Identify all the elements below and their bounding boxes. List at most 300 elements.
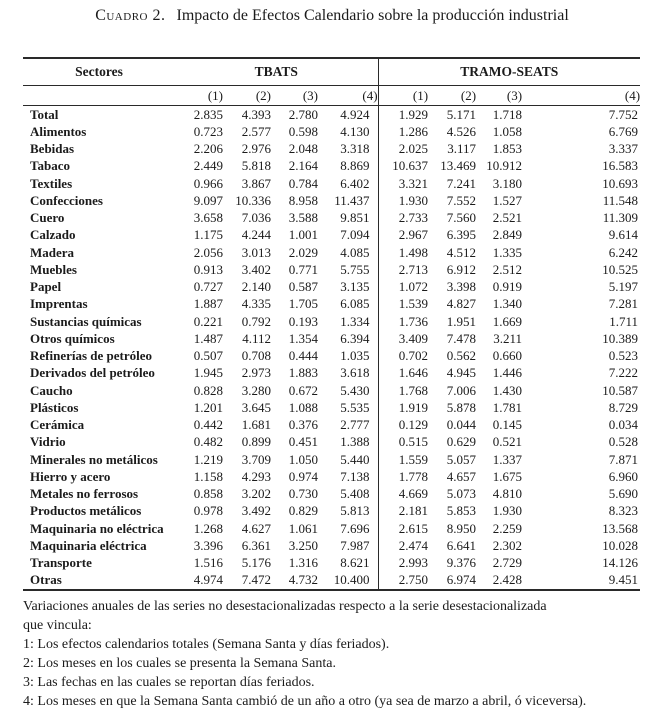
sector-cell: Minerales no metálicos (30, 451, 158, 467)
tramo-value-cell: 1.736 (378, 313, 428, 330)
tbats-value-cell: 5.818 (241, 158, 271, 174)
tbats-value-cell: 5.408 (340, 486, 370, 502)
tbats-value-cell: 8.621 (340, 555, 370, 571)
sector-cell: Refinerías de petróleo (30, 348, 153, 364)
tramo-value-cell: 16.583 (602, 158, 639, 174)
tbats-value-cell: 7.138 (340, 468, 370, 484)
table-row (23, 417, 640, 434)
tramo-value-cell: 2.181 (378, 503, 428, 520)
tramo-value-cell: 0.129 (378, 417, 428, 434)
tbats-value-cell: 4.974 (193, 572, 223, 588)
tbats-value-cell: 0.828 (193, 382, 223, 398)
footnote-line: Variaciones anuales de las series no desestacionalizadas respecto a la serie desestacionalizada (23, 599, 547, 614)
sector-cell: Alimentos (30, 123, 87, 139)
tbats-value-cell: 7.094 (340, 227, 370, 243)
tramo-value-cell: 1.853 (492, 141, 523, 157)
table-row (23, 158, 640, 175)
tbats-value-cell: 0.730 (288, 486, 318, 502)
tramo-value-cell: 2.713 (378, 261, 428, 278)
tbats-value-cell: 6.085 (340, 296, 370, 312)
tbats-value-cell: 7.472 (241, 572, 271, 588)
tramo-value-cell: 2.967 (378, 227, 428, 244)
tbats-value-cell: 1.334 (340, 313, 370, 329)
subheader-tbats-1: (1) (175, 86, 223, 106)
tbats-value-cell: 1.061 (288, 520, 318, 536)
sector-cell: Papel (30, 279, 62, 295)
tbats-value-cell: 1.158 (193, 468, 223, 484)
tbats-value-cell: 4.130 (340, 123, 370, 139)
tbats-value-cell: 0.376 (288, 417, 318, 433)
tramo-value-cell: 6.912 (446, 261, 477, 277)
tbats-value-cell: 1.705 (288, 296, 318, 312)
subheader-tramo-3: (3) (476, 86, 522, 106)
tramo-value-cell: 0.521 (492, 434, 523, 450)
tramo-value-cell: 2.615 (378, 520, 428, 537)
table-row (23, 365, 640, 382)
tramo-value-cell: 8.729 (608, 399, 639, 415)
tbats-value-cell: 0.672 (288, 382, 318, 398)
tramo-value-cell: 1.446 (492, 365, 523, 381)
table-row (23, 382, 640, 399)
tbats-value-cell: 3.618 (340, 365, 370, 381)
tramo-value-cell: 3.180 (492, 175, 523, 191)
tramo-value-cell: 1.718 (492, 106, 523, 122)
table-row (23, 468, 640, 485)
tbats-value-cell: 2.449 (193, 158, 223, 174)
sector-cell: Sustancias químicas (30, 313, 142, 329)
tramo-value-cell: 3.211 (493, 330, 523, 346)
table-row (23, 348, 640, 365)
tramo-value-cell: 6.395 (446, 227, 477, 243)
tbats-value-cell: 6.361 (241, 537, 271, 553)
tramo-value-cell: 6.974 (446, 572, 477, 588)
table-row (23, 434, 640, 451)
tramo-value-cell: 2.025 (378, 141, 428, 158)
table-row (23, 520, 640, 537)
sector-cell: Caucho (30, 382, 73, 398)
tramo-value-cell: 8.323 (608, 503, 639, 519)
tbats-value-cell: 1.035 (340, 348, 370, 364)
tramo-value-cell: 14.126 (602, 555, 639, 571)
tramo-value-cell: 6.641 (446, 537, 477, 553)
tbats-value-cell: 1.316 (288, 555, 318, 571)
tramo-value-cell: 1.951 (446, 313, 477, 329)
tbats-value-cell: 0.792 (241, 313, 271, 329)
tramo-value-cell: 0.528 (608, 434, 639, 450)
tramo-value-cell: 0.515 (378, 434, 428, 451)
tbats-value-cell: 0.966 (193, 175, 223, 191)
column-group-tramo-seats: TRAMO-SEATS (378, 58, 640, 86)
tbats-value-cell: 3.492 (241, 503, 271, 519)
tbats-value-cell: 3.402 (241, 261, 271, 277)
tramo-value-cell: 1.430 (492, 382, 523, 398)
tramo-value-cell: 8.950 (446, 520, 477, 536)
tramo-value-cell: 7.560 (446, 210, 477, 226)
tbats-value-cell: 1.883 (288, 365, 318, 381)
tramo-value-cell: 9.451 (608, 572, 639, 588)
tramo-value-cell: 10.525 (602, 261, 639, 277)
table-row (23, 555, 640, 572)
tbats-value-cell: 0.451 (288, 434, 318, 450)
tbats-value-cell: 3.709 (241, 451, 271, 467)
tbats-value-cell: 5.813 (340, 503, 370, 519)
sector-cell: Total (30, 106, 59, 122)
tbats-value-cell: 1.088 (288, 399, 318, 415)
tbats-value-cell: 0.221 (193, 313, 223, 329)
table-caption-label: Cuadro 2. (95, 7, 166, 24)
tramo-value-cell: 4.945 (446, 365, 477, 381)
tramo-value-cell: 5.073 (446, 486, 477, 502)
table-caption-text: Impacto de Efectos Calendario sobre la producción industrial (176, 7, 569, 24)
tramo-value-cell: 10.587 (602, 382, 639, 398)
tbats-value-cell: 2.140 (241, 279, 271, 295)
table-row (23, 175, 640, 192)
tbats-value-cell: 1.945 (193, 365, 223, 381)
tramo-value-cell: 2.474 (378, 537, 428, 554)
tbats-value-cell: 0.974 (288, 468, 318, 484)
tbats-value-cell: 2.206 (193, 141, 223, 157)
tbats-value-cell: 1.887 (193, 296, 223, 312)
tramo-value-cell: 0.034 (608, 417, 639, 433)
tbats-value-cell: 2.973 (241, 365, 271, 381)
tbats-value-cell: 0.978 (193, 503, 223, 519)
tramo-value-cell: 9.376 (446, 555, 477, 571)
tramo-value-cell: 3.409 (378, 330, 428, 347)
tramo-value-cell: 3.321 (378, 175, 428, 192)
table-row (23, 244, 640, 261)
tbats-value-cell: 0.829 (288, 503, 318, 519)
sector-cell: Cerámica (30, 417, 85, 433)
tramo-value-cell: 1.675 (492, 468, 523, 484)
tramo-value-cell: 4.512 (446, 244, 477, 260)
tbats-value-cell: 0.858 (193, 486, 223, 502)
sector-cell: Productos metálicos (30, 503, 142, 519)
tramo-value-cell: 11.548 (602, 192, 639, 208)
tramo-value-cell: 4.669 (378, 486, 428, 503)
sector-cell: Otras (30, 572, 62, 588)
tramo-value-cell: 5.853 (446, 503, 477, 519)
tbats-value-cell: 3.318 (340, 141, 370, 157)
tbats-value-cell: 4.244 (241, 227, 271, 243)
tbats-value-cell: 3.280 (241, 382, 271, 398)
tramo-value-cell: 6.960 (608, 468, 639, 484)
table-row (23, 399, 640, 416)
tbats-value-cell: 2.976 (241, 141, 271, 157)
tramo-value-cell: 0.660 (492, 348, 523, 364)
tbats-value-cell: 2.164 (288, 158, 318, 174)
table-group-header-row (23, 58, 640, 86)
tramo-value-cell: 7.478 (446, 330, 477, 346)
tbats-value-cell: 0.507 (193, 348, 223, 364)
table-row (23, 123, 640, 140)
tramo-value-cell: 10.389 (602, 330, 639, 346)
sector-cell: Vidrio (30, 434, 66, 450)
tramo-value-cell: 5.690 (608, 486, 639, 502)
tramo-value-cell: 1.559 (378, 451, 428, 468)
tramo-value-cell: 1.669 (492, 313, 523, 329)
tbats-value-cell: 0.727 (193, 279, 223, 295)
tramo-value-cell: 1.919 (378, 399, 428, 416)
table-subheader-row (23, 86, 640, 106)
tbats-value-cell: 1.516 (193, 555, 223, 571)
subheader-tbats-3: (3) (271, 86, 318, 106)
table-row (23, 451, 640, 468)
tramo-value-cell: 1.286 (378, 123, 428, 140)
table-row (23, 537, 640, 554)
tbats-value-cell: 3.250 (288, 537, 318, 553)
sector-cell: Textiles (30, 175, 73, 191)
tbats-value-cell: 5.176 (241, 555, 271, 571)
tbats-value-cell: 2.048 (288, 141, 318, 157)
tramo-value-cell: 1.781 (492, 399, 523, 415)
tbats-value-cell: 0.482 (193, 434, 223, 450)
tbats-value-cell: 5.440 (340, 451, 370, 467)
tramo-value-cell: 10.637 (378, 158, 428, 175)
column-group-tbats: TBATS (175, 58, 378, 86)
tramo-value-cell: 2.849 (492, 227, 523, 243)
sector-cell: Tabaco (30, 158, 70, 174)
tbats-value-cell: 1.001 (288, 227, 318, 243)
tbats-value-cell: 4.112 (242, 330, 271, 346)
tramo-value-cell: 0.145 (492, 417, 523, 433)
footnote-line: 3: Las fechas en las cuales se reportan días feriados. (23, 675, 315, 690)
tramo-value-cell: 2.733 (378, 210, 428, 227)
tramo-value-cell: 10.912 (486, 158, 523, 174)
tramo-value-cell: 2.729 (492, 555, 523, 571)
tramo-value-cell: 7.752 (608, 106, 639, 122)
tramo-value-cell: 1.930 (378, 192, 428, 209)
tbats-value-cell: 10.336 (235, 192, 271, 208)
tbats-value-cell: 6.394 (340, 330, 370, 346)
tbats-value-cell: 2.577 (241, 123, 271, 139)
tramo-value-cell: 11.309 (602, 210, 639, 226)
tbats-value-cell: 3.396 (193, 537, 223, 553)
tbats-value-cell: 8.958 (288, 192, 318, 208)
sector-cell: Hierro y acero (30, 468, 111, 484)
tbats-value-cell: 5.755 (340, 261, 370, 277)
tbats-value-cell: 7.987 (340, 537, 370, 553)
tramo-value-cell: 1.711 (609, 313, 639, 329)
footnotes (23, 597, 657, 711)
tbats-value-cell: 1.175 (193, 227, 223, 243)
calendar-effects-table (23, 57, 640, 591)
tramo-value-cell: 2.512 (492, 261, 523, 277)
table-row (23, 106, 640, 124)
tbats-value-cell: 1.487 (193, 330, 223, 346)
tbats-value-cell: 1.681 (241, 417, 271, 433)
tbats-value-cell: 2.835 (193, 106, 223, 122)
tramo-value-cell: 0.562 (446, 348, 477, 364)
tbats-value-cell: 4.393 (241, 106, 271, 122)
tbats-value-cell: 4.627 (241, 520, 271, 536)
tramo-value-cell: 1.646 (378, 365, 428, 382)
tbats-value-cell: 1.388 (340, 434, 370, 450)
tramo-value-cell: 5.878 (446, 399, 477, 415)
tbats-value-cell: 0.771 (288, 261, 318, 277)
table-row (23, 313, 640, 330)
tramo-value-cell: 10.693 (602, 175, 639, 191)
sector-cell: Calzado (30, 227, 76, 243)
tramo-value-cell: 0.523 (608, 348, 639, 364)
tramo-value-cell: 1.058 (492, 123, 523, 139)
tramo-value-cell: 1.337 (492, 451, 523, 467)
tramo-value-cell: 7.222 (608, 365, 639, 381)
footnote-line: 4: Los meses en que la Semana Santa cambió de un año a otro (ya sea de marzo a abril, ó viceversa). (23, 694, 587, 709)
tbats-value-cell: 2.029 (288, 244, 318, 260)
subheader-tbats-2: (2) (223, 86, 271, 106)
subheader-empty-cell (23, 86, 175, 106)
tbats-value-cell: 7.696 (340, 520, 370, 536)
tbats-value-cell: 0.444 (288, 348, 318, 364)
table-row (23, 210, 640, 227)
tramo-value-cell: 1.768 (378, 382, 428, 399)
footnote-line: 1: Los efectos calendarios totales (Semana Santa y días feriados). (23, 637, 390, 652)
tramo-value-cell: 1.498 (378, 244, 428, 261)
sector-cell: Madera (30, 244, 75, 260)
tbats-value-cell: 4.293 (241, 468, 271, 484)
table-row (23, 503, 640, 520)
tramo-value-cell: 1.527 (492, 192, 523, 208)
tramo-value-cell: 7.006 (446, 382, 477, 398)
tramo-value-cell: 2.750 (378, 572, 428, 590)
tbats-value-cell: 11.437 (334, 192, 370, 208)
tbats-value-cell: 5.430 (340, 382, 370, 398)
tramo-value-cell: 1.072 (378, 279, 428, 296)
table-row (23, 330, 640, 347)
tramo-value-cell: 2.993 (378, 555, 428, 572)
tramo-value-cell: 4.657 (446, 468, 477, 484)
tramo-value-cell: 5.171 (446, 106, 477, 122)
tramo-value-cell: 0.629 (446, 434, 477, 450)
sector-cell: Imprentas (30, 296, 88, 312)
tramo-value-cell: 9.614 (608, 227, 639, 243)
tramo-value-cell: 6.242 (608, 244, 639, 260)
table-row (23, 296, 640, 313)
tbats-value-cell: 9.851 (340, 210, 370, 226)
sector-cell: Derivados del petróleo (30, 365, 155, 381)
tbats-value-cell: 4.335 (241, 296, 271, 312)
tbats-value-cell: 0.598 (288, 123, 318, 139)
tramo-value-cell: 2.259 (492, 520, 523, 536)
tramo-value-cell: 10.028 (602, 537, 639, 553)
tramo-value-cell: 2.302 (492, 537, 523, 553)
tbats-value-cell: 3.202 (241, 486, 271, 502)
table-row (23, 227, 640, 244)
tramo-value-cell: 6.769 (608, 123, 639, 139)
subheader-tramo-4: (4) (522, 86, 640, 106)
tbats-value-cell: 7.036 (241, 210, 271, 226)
tbats-value-cell: 1.050 (288, 451, 318, 467)
subheader-tramo-2: (2) (428, 86, 476, 106)
tramo-value-cell: 13.568 (602, 520, 639, 536)
tbats-value-cell: 3.135 (340, 279, 370, 295)
tbats-value-cell: 0.587 (288, 279, 318, 295)
sector-cell: Cuero (30, 210, 65, 226)
tbats-value-cell: 0.899 (241, 434, 271, 450)
tramo-value-cell: 7.871 (608, 451, 639, 467)
footnote-line: 2: Los meses en los cuales se presenta la Semana Santa. (23, 656, 336, 671)
tbats-value-cell: 1.219 (193, 451, 223, 467)
tramo-value-cell: 3.398 (446, 279, 477, 295)
tramo-value-cell: 1.539 (378, 296, 428, 313)
tramo-value-cell: 0.044 (446, 417, 477, 433)
sector-cell: Otros químicos (30, 330, 115, 346)
tbats-value-cell: 0.708 (241, 348, 271, 364)
subheader-tramo-1: (1) (378, 86, 428, 106)
tramo-value-cell: 1.929 (378, 106, 428, 124)
sector-cell: Transporte (30, 555, 92, 571)
tbats-value-cell: 2.777 (340, 417, 370, 433)
table-row (23, 279, 640, 296)
tbats-value-cell: 2.780 (288, 106, 318, 122)
tramo-value-cell: 1.335 (492, 244, 523, 260)
tbats-value-cell: 3.658 (193, 210, 223, 226)
table-row (23, 572, 640, 590)
tramo-value-cell: 4.827 (446, 296, 477, 312)
sector-cell: Muebles (30, 261, 77, 277)
column-header-sectores: Sectores (23, 58, 175, 86)
table-header (23, 58, 640, 106)
tramo-value-cell: 7.552 (446, 192, 477, 208)
table-row (23, 486, 640, 503)
tbats-value-cell: 1.268 (193, 520, 223, 536)
tramo-value-cell: 0.919 (492, 279, 523, 295)
tramo-value-cell: 2.521 (492, 210, 523, 226)
table-row (23, 192, 640, 209)
tbats-value-cell: 2.056 (193, 244, 223, 260)
sector-cell: Maquinaria no eléctrica (30, 520, 164, 536)
tbats-value-cell: 10.400 (333, 572, 370, 588)
tbats-value-cell: 3.588 (288, 210, 318, 226)
tramo-value-cell: 2.428 (492, 572, 523, 588)
tbats-value-cell: 1.354 (288, 330, 318, 346)
tbats-value-cell: 3.645 (241, 399, 271, 415)
tbats-value-cell: 0.442 (193, 417, 223, 433)
tbats-value-cell: 0.784 (288, 175, 318, 191)
tramo-value-cell: 4.526 (446, 123, 477, 139)
tramo-value-cell: 5.197 (608, 279, 639, 295)
tbats-value-cell: 0.913 (193, 261, 223, 277)
table-row (23, 141, 640, 158)
tramo-value-cell: 7.241 (446, 175, 477, 191)
tbats-value-cell: 0.193 (288, 313, 318, 329)
sector-cell: Bebidas (30, 141, 75, 157)
tramo-value-cell: 5.057 (446, 451, 477, 467)
sector-cell: Metales no ferrosos (30, 486, 139, 502)
tramo-value-cell: 7.281 (608, 296, 639, 312)
tbats-value-cell: 8.869 (340, 158, 370, 174)
tbats-value-cell: 4.924 (340, 106, 370, 122)
tbats-value-cell: 3.867 (241, 175, 271, 191)
tbats-value-cell: 4.732 (288, 572, 318, 588)
sector-cell: Plásticos (30, 399, 79, 415)
tbats-value-cell: 6.402 (340, 175, 370, 191)
tbats-value-cell: 4.085 (340, 244, 370, 260)
tbats-value-cell: 5.535 (340, 399, 370, 415)
tbats-value-cell: 1.201 (193, 399, 223, 415)
tramo-value-cell: 1.340 (492, 296, 523, 312)
tbats-value-cell: 3.013 (241, 244, 271, 260)
table-body (23, 106, 640, 591)
subheader-tbats-4: (4) (318, 86, 378, 106)
tbats-value-cell: 9.097 (193, 192, 223, 208)
tramo-value-cell: 4.810 (492, 486, 523, 502)
tramo-value-cell: 13.469 (440, 158, 477, 174)
table-title (0, 7, 664, 25)
footnote-line: que vincula: (23, 618, 92, 633)
tramo-value-cell: 3.117 (447, 141, 477, 157)
tramo-value-cell: 3.337 (608, 141, 639, 157)
